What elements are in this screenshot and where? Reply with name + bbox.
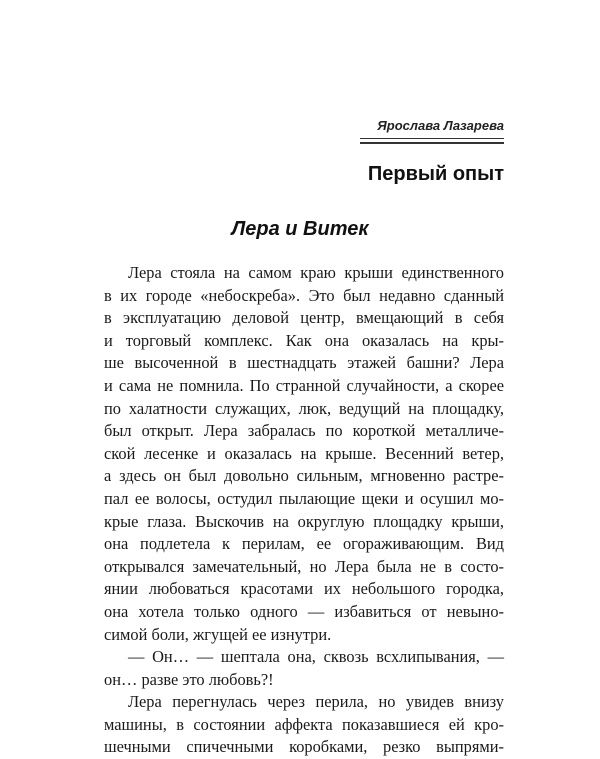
text-line: Лера стояла на самом краю крыши единственного xyxy=(128,263,504,282)
text-line: Лера перегнулась через перила, но увидев внизу xyxy=(128,692,504,712)
running-header-author: Ярослава Лазарева xyxy=(377,118,504,133)
text-line: в их городе «небоскреба». Это был недавно сданный xyxy=(104,285,504,305)
text-line: — Он… — шептала она, сквозь всхлипывания, — xyxy=(128,647,504,667)
text-line: ской лесенке и оказалась на крыше. Весенний ветер, xyxy=(104,443,504,463)
text-line: она подлетела к перилам, ее огораживающим. Вид xyxy=(104,534,504,554)
text-line: крые глаза. Выскочив на округлую площадку крыши, xyxy=(104,511,504,531)
text-line: шечными спичечными коробками, резко выпрями- xyxy=(104,737,504,757)
body-text xyxy=(104,262,504,759)
text-line: симой боли, жгущей ее изнутри. xyxy=(104,624,332,644)
header-rule-thin xyxy=(360,138,504,139)
section-title: Лера и Витек xyxy=(231,218,369,240)
chapter-title: Первый опыт xyxy=(367,163,504,185)
text-line: был открыт. Лера забралась по короткой металличе- xyxy=(104,421,504,441)
text-line: в эксплуатацию деловой центр, вмещающий в себя xyxy=(104,308,504,328)
text-line: по халатности служащих, люк, ведущий на площадку, xyxy=(104,398,504,418)
text-line: пал ее волосы, остудил пылающие щеки и осушил мо- xyxy=(104,488,504,508)
text-line: она хотела только одного — избавиться от невыно- xyxy=(104,601,504,621)
text-line: а здесь он был довольно сильным, мгновенно растре- xyxy=(104,466,504,486)
text-line: янии любоваться красотами их небольшого городка, xyxy=(104,579,504,599)
header-rule-thick xyxy=(360,142,504,144)
text-line: машины, в состоянии аффекта показавшиеся ей кро- xyxy=(104,714,504,734)
text-line: и сама не помнила. По странной случайности, а скорее xyxy=(104,375,504,395)
text-line: открывался замечательный, но Лера была не в состо- xyxy=(104,556,504,576)
text-line: и торговый комплекс. Как она оказалась на кры- xyxy=(104,330,504,350)
text-line: он… разве это любовь?! xyxy=(104,669,274,689)
text-line: ше высоченной в шестнадцать этажей башни? Лера xyxy=(104,353,504,373)
